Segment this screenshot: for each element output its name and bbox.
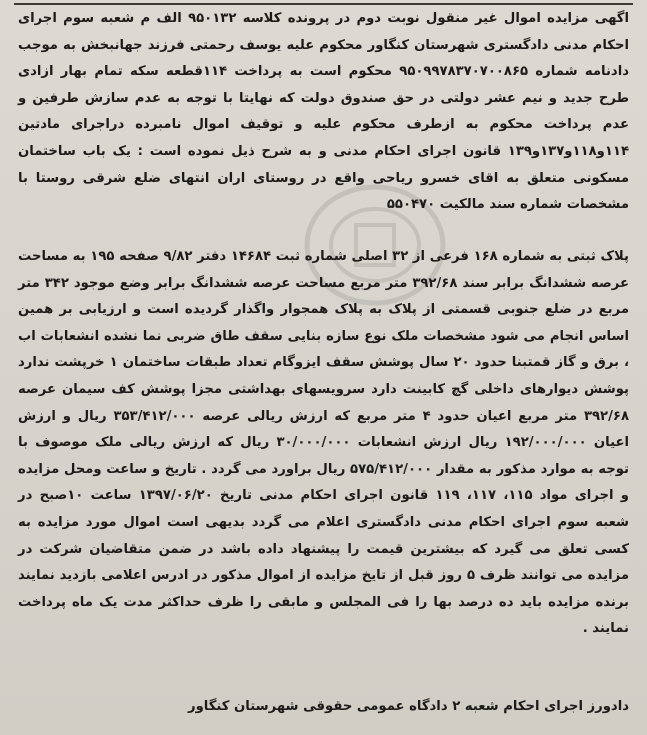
notice-signature: دادورز اجرای احکام شعبه ۲ دادگاه عمومی حقوقی شهرستان کنگاور: [188, 699, 629, 714]
notice-paragraph-1: اگهی مزایده اموال غیر منقول نوبت دوم در پرونده کلاسه ۹۵۰۱۳۲ الف م شعبه سوم اجرای احکام مدنی دادگستری شهرستان کنگاور محکوم علیه یوسف رحمتی فرزند جهانبخش به موجب دادنامه شماره ۹۵۰۹۹۷۸۳۷۰۷۰۰۸۶۵ محکوم است به پرداخت ۱۱۴قطعه سکه تمام بهار ازادی طرح جدید و نیم عشر دولتی در حق صندوق دولت که نهایتا با توجه به عدم سازش طرفین و عدم پرداخت محکوم به ازطرف محکوم علیه و توقیف اموال نامبرده دراجرای مادتین ۱۱۴و۱۱۸و۱۳۷و۱۳۹ قانون اجرای احکام مدنی و به شرح ذیل نموده است : یک باب ساختمان مسکونی متعلق به اقای خسرو ریاحی واقع در روستای اران انتهای ضلع شرقی روستا با مشخصات شماره سند مالکیت ۵۵۰۴۷۰: [18, 11, 629, 213]
notice-paragraph-2: پلاک ثبتی به شماره ۱۶۸ فرعی از ۳۲ اصلی شماره ثبت ۱۴۶۸۴ دفتر ۹/۸۲ صفحه ۱۹۵ به مساحت عرصه ششدانگ برابر سند ۳۹۲/۶۸ متر مربع مساحت عرصه ششدانگ برابر وضع موجود ۳۴۲ متر مربع در ضلع جنوبی قسمتی از پلاک به پلاک همجوار واگذار گردیده است و ارزیابی بر همین اساس انجام می شود مشخصات ملک نوع سازه بنایی سقف طاق ضربی نما نشده انشعابات اب ، برق و گاز قمتبنا حدود ۲۰ سال پوشش سقف ایزوگام تعداد طبقات ساختمان ۱ خرپشت ندارد پوشش دیوارهای داخلی گچ کابینت دارد سرویسهای بهداشتی مجزا پوشش کف سیمان عرصه ۳۹۲/۶۸ متر مربع اعیان حدود ۴ متر مربع که ارزش ریالی عرصه ۳۵۳/۴۱۲/۰۰۰ ریال و ارزش اعیان ۱۹۲/۰۰۰/۰۰۰ ریال ارزش انشعابات ۳۰/۰۰۰/۰۰۰ ریال که ارزش ریالی ملک موصوف با توجه به موارد مذکور به مقدار ۵۷۵/۴۱۲/۰۰۰ ریال براورد می گردد . تاریخ و ساعت ومحل مزایده و اجرای مواد ۱۱۵، ۱۱۷، ۱۱۹ قانون اجرای احکام مدنی تاریخ ۱۳۹۷/۰۶/۲۰ ساعت ۱۰صبح در شعبه سوم اجرای احکام مدنی دادگستری اعلام می گردد بدیهی است اموال مورد مزایده به کسی تعلق می گیرد که بیشترین قیمت را پیشنهاد داده باشد در ضمن متقاضیان شرکت در مزایده می توانند ظرف ۵ روز قبل از تایخ مزایده از اموال مذکور در ادرس اعلامی بازدید نمایند برنده مزایده باید ده درصد بها را فی المجلس و مابقی را ظرف حداکثر مدت یک ماه پرداخت نمایند .: [18, 249, 630, 637]
top-rule: [14, 3, 633, 5]
